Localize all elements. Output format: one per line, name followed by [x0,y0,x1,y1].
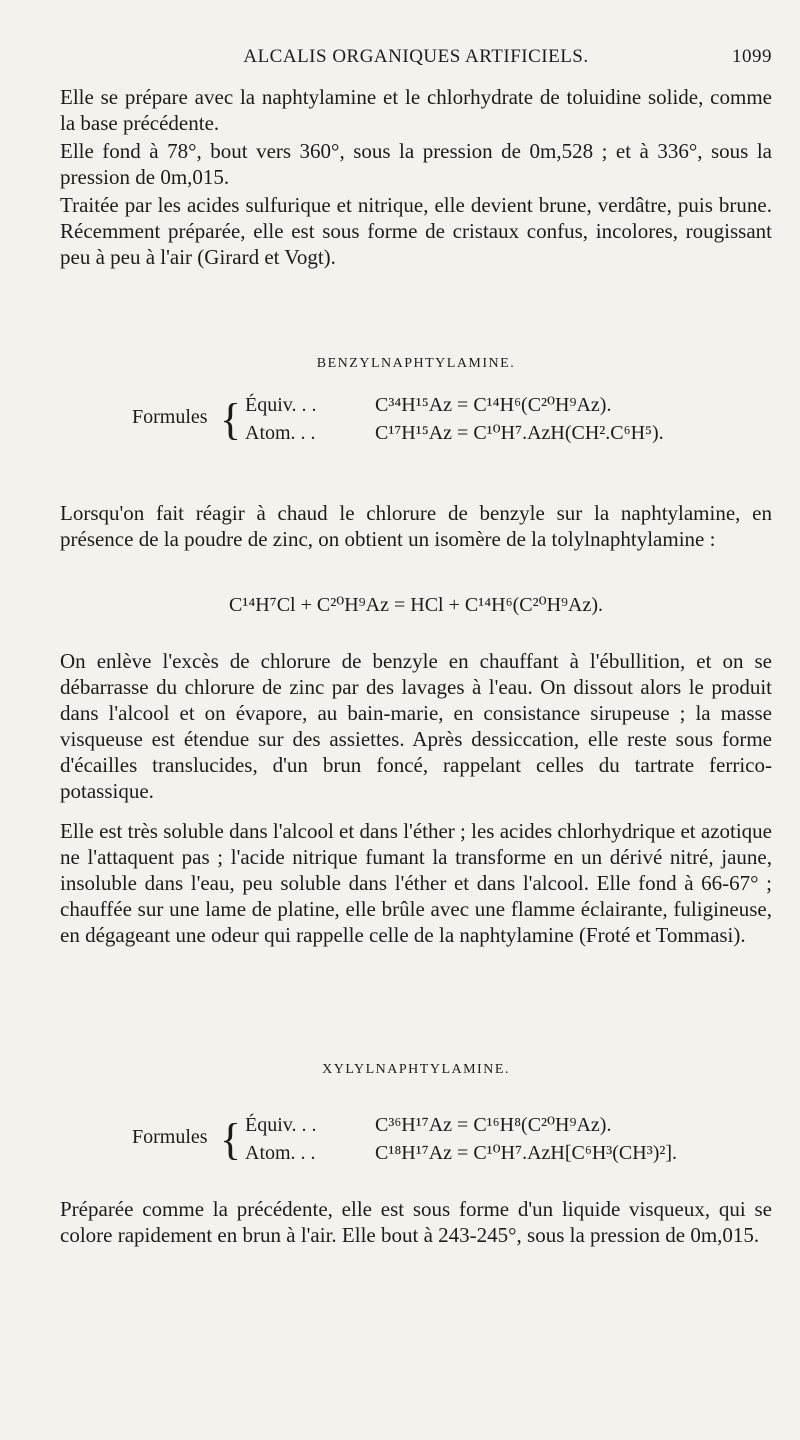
intro-paragraph-1: Elle se prépare avec la naphtylamine et le chlorhydrate de toluidine solide, comme la base précédente. [60,85,772,135]
formula-row-equiv [245,392,611,417]
formula-kind-atom: Atom. . . [245,422,316,444]
benzyl-paragraph-3: Elle est très soluble dans l'alcool et dans l'éther ; les acides chlorhydrique et azotique ne l'attaquent pas ; l'acide nitrique fumant la transforme en un dérivé nitré, jaune, insoluble dans l'eau, peu soluble dans l'éther et dans l'alcool. Elle fond à 66-67° ; chauffée sur une lame de platine, elle brûle avec une flamme éclairante, fuligineuse, en dégageant une odeur qui rappelle celle de la naphtylamine (Froté et Tommasi). [60,819,773,947]
formula-atom: C¹⁷H¹⁵Az = C¹⁰H⁷.AzH(CH².C⁶H⁵). [375,422,664,444]
benzyl-paragraph-1: Lorsqu'on fait réagir à chaud le chlorure de benzyle sur la naphtylamine, en présence de la poudre de zinc, on obtient un isomère de la tolylnaphtylamine : [60,501,772,551]
formula-row-atom [245,420,664,445]
intro-paragraph-3: Traitée par les acides sulfurique et nitrique, elle devient brune, verdâtre, puis brune. Récemment préparée, elle est sous forme de cristaux confus, incolores, rougissant peu à peu à l'air (Girard et Vogt). [60,193,772,269]
formula-atom: C¹⁸H¹⁷Az = C¹⁰H⁷.AzH[C⁶H³(CH³)²]. [375,1142,678,1164]
reaction-equation: C¹⁴H⁷Cl + C²⁰H⁹Az = HCl + C¹⁴H⁶(C²⁰H⁹Az). [228,594,604,616]
formula-equiv: C³⁴H¹⁵Az = C¹⁴H⁶(C²⁰H⁹Az). [375,394,612,416]
formula-block-xylyl [60,1112,772,1172]
page-number: 1099 [732,46,772,67]
brace-glyph: { [220,395,242,444]
formula-equiv: C³⁶H¹⁷Az = C¹⁶H⁸(C²⁰H⁹Az). [375,1114,612,1136]
brace-glyph: { [220,1115,242,1164]
formula-kind-equiv: Équiv. . . [245,1114,317,1136]
formula-row-equiv [245,1112,611,1137]
intro-paragraph-2: Elle fond à 78°, bout vers 360°, sous la pression de 0m,528 ; et à 336°, sous la pression de 0m,015. [60,139,772,189]
section-heading-benzylnaphtylamine: BENZYLNAPHTYLAMINE. [316,356,516,371]
running-title: ALCALIS ORGANIQUES ARTIFICIELS. [243,46,589,67]
benzyl-paragraph-2: On enlève l'excès de chlorure de benzyle en chauffant à l'ébullition, et on se débarrasse du chlorure de zinc par des lavages à l'eau. On dissout alors le produit dans l'alcool et on évapore, au bain-marie, en consistance sirupeuse ; la masse visqueuse est étendue sur des assiettes. Après dessiccation, elle reste sous forme d'écailles translucides, d'un brun foncé, rappelant celles du tartrate ferrico-potassique. [60,649,772,803]
formules-label: Formules [132,406,208,428]
xylyl-paragraph-1: Préparée comme la précédente, elle est sous forme d'un liquide visqueux, qui se colore rapidement en brun à l'air. Elle bout à 243-245°, sous la pression de 0m,015. [60,1197,772,1247]
formula-kind-atom: Atom. . . [245,1142,316,1164]
formula-kind-equiv: Équiv. . . [245,394,317,416]
section-heading-xylylnaphtylamine: XYLYLNAPHTYLAMINE. [322,1062,510,1077]
formules-label: Formules [132,1126,208,1148]
running-header [60,40,772,70]
formula-row-atom [245,1140,677,1165]
formula-block-benzyl [60,392,772,452]
